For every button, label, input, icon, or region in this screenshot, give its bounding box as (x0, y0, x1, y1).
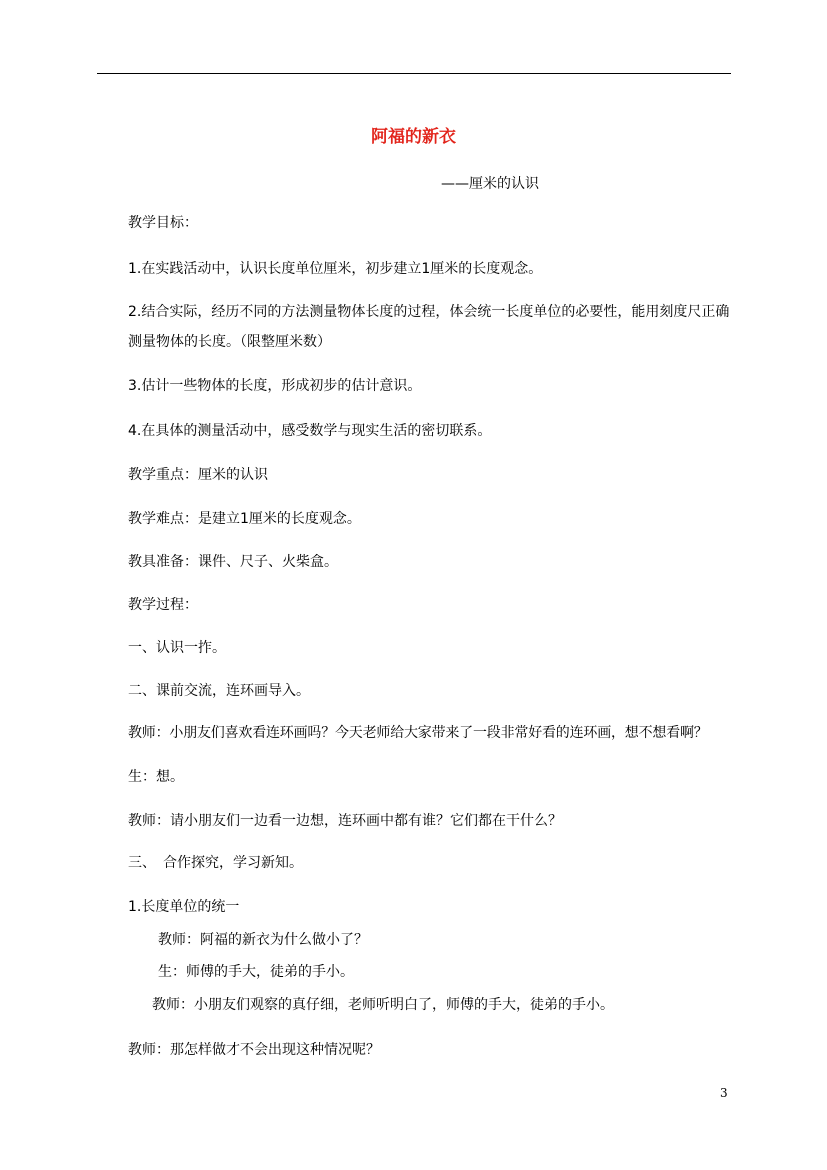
paragraph: 教学重点：厘米的认识 (128, 467, 268, 483)
paragraph: 教师：阿福的新衣为什么做小了？ (158, 932, 368, 948)
document-subtitle: ——厘米的认识 (441, 176, 539, 192)
paragraph: 教学难点：是建立1厘米的长度观念。 (128, 511, 361, 527)
paragraph: 教师：那怎样做才不会出现这种情况呢？ (128, 1042, 380, 1058)
paragraph: 4.在具体的测量活动中，感受数学与现实生活的密切联系。 (128, 423, 492, 439)
document-title: 阿福的新衣 (371, 127, 456, 147)
header-rule (97, 73, 731, 74)
page-number: 3 (720, 1086, 728, 1100)
paragraph: 教学目标： (128, 215, 198, 231)
paragraph: 三、 合作探究，学习新知。 (128, 855, 303, 871)
paragraph: 二、课前交流，连环画导入。 (128, 683, 310, 699)
paragraph: 一、认识一拃。 (128, 640, 226, 656)
paragraph: 生：师傅的手大，徒弟的手小。 (158, 964, 354, 980)
paragraph: 2.结合实际，经历不同的方法测量物体长度的过程，体会统一长度单位的必要性，能用刻度尺正确测量物体的长度。（限整厘米数） (128, 304, 730, 350)
paragraph: 生：想。 (128, 769, 184, 785)
paragraph: 1.在实践活动中，认识长度单位厘米，初步建立1厘米的长度观念。 (128, 261, 543, 277)
paragraph: 1.长度单位的统一 (128, 899, 240, 915)
paragraph: 教师：小朋友们观察的真仔细，老师听明白了，师傅的手大，徒弟的手小。 (152, 997, 614, 1013)
paragraph: 3.估计一些物体的长度，形成初步的估计意识。 (128, 378, 422, 394)
paragraph: 教师：小朋友们喜欢看连环画吗？今天老师给大家带来了一段非常好看的连环画，想不想看啊？ (128, 725, 708, 741)
paragraph: 教具准备：课件、尺子、火柴盒。 (128, 554, 338, 570)
paragraph: 教师：请小朋友们一边看一边想，连环画中都有谁？它们都在干什么？ (128, 813, 562, 829)
paragraph: 教学过程： (128, 597, 198, 613)
